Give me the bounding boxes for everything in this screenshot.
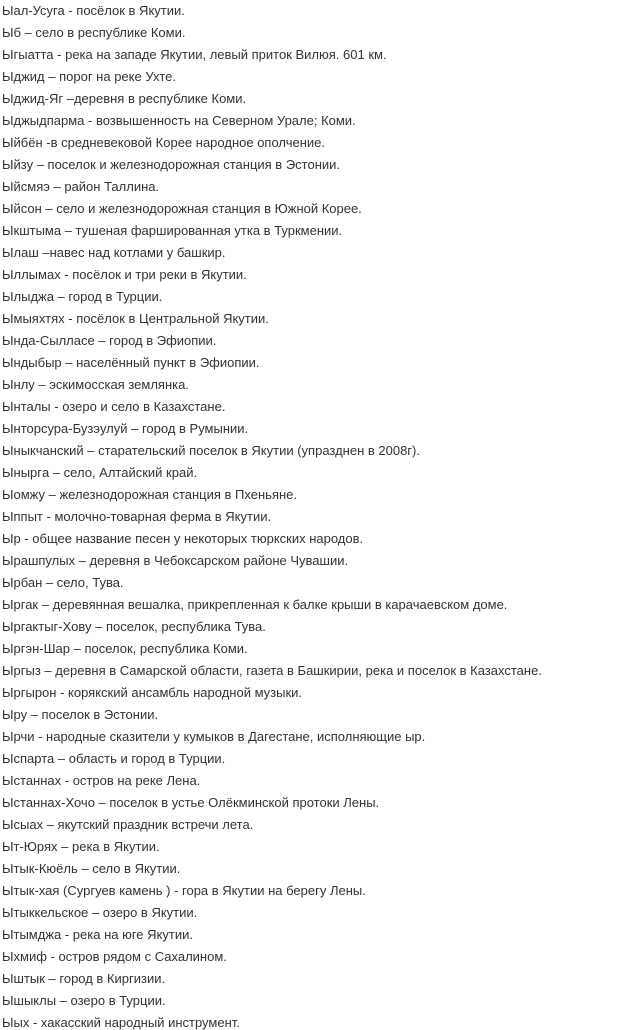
list-item: Ыйбён -в средневековой Корее народное ополчение. <box>2 135 325 150</box>
list-item: Ыйзу – поселок и железнодорожная станция в Эстонии. <box>2 157 341 172</box>
list-item: Ыныргa – село, Алтайский край. <box>2 465 198 480</box>
list-item: Ыых - хакасский народный инструмент. <box>2 1015 240 1030</box>
list-item: Ыстаннах - остров на реке Лена. <box>2 773 201 788</box>
list-item: Ыргырон - корякский ансамбль народной музыки. <box>2 685 303 700</box>
list-item: Ыргэн-Шар – поселок, республика Коми. <box>2 641 248 656</box>
list-item: Ыб – село в республике Коми. <box>2 25 186 40</box>
list-item: Ыллымах - посёлок и три реки в Якутии. <box>2 267 247 282</box>
list-item: Ылыджа – город в Турции. <box>2 289 163 304</box>
list-item: Ырбан – село, Тува. <box>2 575 124 590</box>
list-item: Ыгыатта - река на западе Якутии, левый приток Вилюя. 601 км. <box>2 47 387 62</box>
list-item: Ыхмиф - остров рядом с Сахалином. <box>2 949 227 964</box>
list-item: Ысыах – якутский праздник встречи лета. <box>2 817 254 832</box>
list-item: Ыру – поселок в Эстонии. <box>2 707 159 722</box>
list-item: Ыджид – порог на реке Ухте. <box>2 69 177 84</box>
list-item: Ылаш –навес над котлами у башкир. <box>2 245 226 260</box>
list-item: Ыр - общее название песен у некоторых тюркских народов. <box>2 531 364 546</box>
list-item: Ыргак – деревянная вешалка, прикрепленная к балке крыши в карачаевском доме. <box>2 597 508 612</box>
list-item: Ыкштыма – тушеная фаршированная утка в Туркмении. <box>2 223 343 238</box>
list-item: Ындыбыр – населённый пункт в Эфиопии. <box>2 355 260 370</box>
list-item: Ыйсон – село и железнодорожная станция в Южной Корее. <box>2 201 362 216</box>
list-item: Ышыклы – озеро в Турции. <box>2 993 166 1008</box>
list-item: Ытымджа - река на юге Якутии. <box>2 927 193 942</box>
list-item: Ыджыдпарма - возвышенность на Северном Урале; Коми. <box>2 113 356 128</box>
list-item: Ыргактыг-Хову – поселок, республика Тува. <box>2 619 266 634</box>
list-item: Ында-Сылласе – город в Эфиопии. <box>2 333 217 348</box>
list-item: Ыштык – город в Киргизии. <box>2 971 166 986</box>
list-item: Ымыяхтях - посёлок в Центральной Якутии. <box>2 311 269 326</box>
list-item: Ыт-Юрях – река в Якутии. <box>2 839 160 854</box>
list-item: Ытык-хая (Сургуев камень ) - гора в Якутии на берегу Лены. <box>2 883 366 898</box>
list-item: Ынторсура-Бузэулуй – город в Румынии. <box>2 421 249 436</box>
list-item: Ыал-Усуга - посёлок в Якутии. <box>2 3 185 18</box>
list-item: Ынлу – эскимосская землянка. <box>2 377 189 392</box>
list-item: Ыспарта – область и город в Турции. <box>2 751 226 766</box>
list-item: Ыомжу – железнодорожная станция в Пхеньяне. <box>2 487 298 502</box>
list-item: Ыстаннах-Хочо – поселок в устье Олёкминской протоки Лены. <box>2 795 380 810</box>
list-item: Ыргыз – деревня в Самарской области, газета в Башкирии, река и поселок в Казахстане. <box>2 663 542 678</box>
list-item: Ырашпулых – деревня в Чебоксарском районе Чувашии. <box>2 553 349 568</box>
list-item: Ытыккельское – озеро в Якутии. <box>2 905 198 920</box>
list-item: Ыджид-Яг –деревня в республике Коми. <box>2 91 247 106</box>
list-item: Ыппыт - молочно-товарная ферма в Якутии. <box>2 509 272 524</box>
list-item: Ырчи - народные сказители у кумыков в Дагестане, исполняющие ыр. <box>2 729 426 744</box>
list-item: Ытык-Кюёль – село в Якутии. <box>2 861 181 876</box>
list-item: Ыйсмяэ – район Таллина. <box>2 179 160 194</box>
list-item: Ынталы - озеро и село в Казахстане. <box>2 399 226 414</box>
list-item: Ыныкчанский – старательский поселок в Якутии (упразднен в 2008г). <box>2 443 420 458</box>
